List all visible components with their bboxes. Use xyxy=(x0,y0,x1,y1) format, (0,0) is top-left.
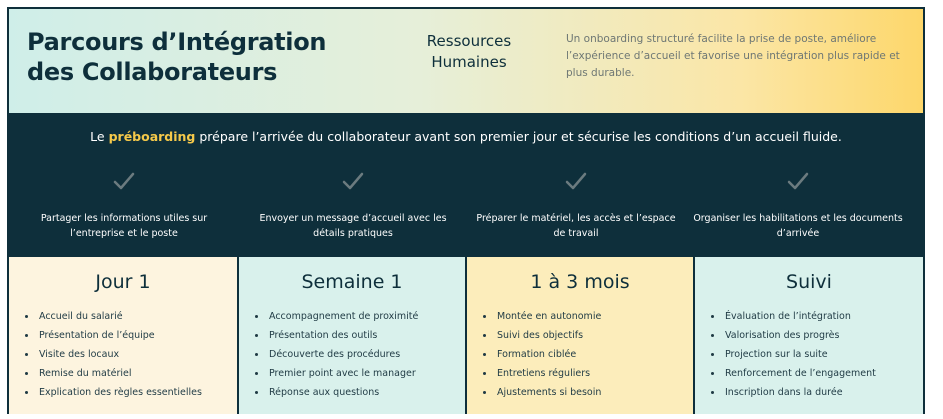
check-icon xyxy=(341,169,365,193)
list-item: • Premier point avec le manager xyxy=(267,364,418,383)
title-line-2: des Collaborateurs xyxy=(27,58,278,86)
phase-title: 1 à 3 mois xyxy=(530,271,630,293)
phase-card-suivi xyxy=(695,257,923,414)
list-item: • Valorisation des progrès xyxy=(723,326,876,345)
list-item: • Accueil du salarié xyxy=(37,307,202,326)
check-icon xyxy=(786,169,810,193)
list-item: • Formation ciblée xyxy=(495,345,601,364)
intro-highlight: préboarding xyxy=(108,129,196,144)
preboarding-steps xyxy=(9,169,923,254)
step-text: Préparer le matériel, les accès et l’espace de travail xyxy=(476,213,676,239)
list-item: • Ajustements si besoin xyxy=(495,383,601,402)
header-banner xyxy=(9,9,923,113)
list-item: • Présentation de l’équipe xyxy=(37,326,202,345)
phase-card-1-a-3-mois xyxy=(467,257,693,414)
phase-card-semaine-1 xyxy=(239,257,465,414)
page-title xyxy=(27,27,387,87)
check-icon xyxy=(564,169,588,193)
list-item: • Réponse aux questions xyxy=(267,383,418,402)
onboarding-infographic xyxy=(7,7,925,414)
list-item: • Explication des règles essentielles xyxy=(37,383,202,402)
phase-title: Semaine 1 xyxy=(301,271,403,293)
phase-card-jour-1 xyxy=(9,257,237,414)
preboarding-intro xyxy=(9,129,923,144)
list-item: • Évaluation de l’intégration xyxy=(723,307,876,326)
check-icon xyxy=(112,169,136,193)
phase-items xyxy=(251,307,418,402)
step-text: Envoyer un message d’accueil avec les détails pratiques xyxy=(259,213,447,239)
list-item: • Projection sur la suite xyxy=(723,345,876,364)
preboarding-step xyxy=(689,169,907,241)
intro-prefix: Le xyxy=(90,129,105,144)
phase-items xyxy=(479,307,601,402)
list-item: • Renforcement de l’engagement xyxy=(723,364,876,383)
list-item: • Inscription dans la durée xyxy=(723,383,876,402)
list-item: • Remise du matériel xyxy=(37,364,202,383)
preboarding-step xyxy=(244,169,462,241)
list-item: • Accompagnement de proximité xyxy=(267,307,418,326)
list-item: • Présentation des outils xyxy=(267,326,418,345)
list-item: • Découverte des procédures xyxy=(267,345,418,364)
phase-title: Jour 1 xyxy=(95,271,151,293)
preboarding-step xyxy=(467,169,685,241)
department-line-1: Ressources xyxy=(426,32,512,50)
list-item: • Entretiens réguliers xyxy=(495,364,601,383)
step-text: Partager les informations utiles sur l’entreprise et le poste xyxy=(40,213,208,239)
phase-items xyxy=(21,307,202,402)
title-line-1: Parcours d’Intégration xyxy=(27,28,327,56)
phase-title: Suivi xyxy=(786,271,832,293)
phase-items xyxy=(707,307,876,402)
header-description: Un onboarding structuré facilite la prise de poste, améliore l’expérience d’accueil et favorise une intégration plus rapide et plus durable. xyxy=(566,33,900,79)
list-item: • Visite des locaux xyxy=(37,345,202,364)
department-label xyxy=(404,31,534,73)
list-item: • Suivi des objectifs xyxy=(495,326,601,345)
department-line-2: Humaines xyxy=(431,53,507,71)
intro-suffix: prépare l’arrivée du collaborateur avant son premier jour et sécurise les conditions d’un accueil fluide. xyxy=(199,129,842,144)
preboarding-step xyxy=(15,169,233,241)
list-item: • Montée en autonomie xyxy=(495,307,601,326)
step-text: Organiser les habilitations et les documents d’arrivée xyxy=(693,213,903,239)
